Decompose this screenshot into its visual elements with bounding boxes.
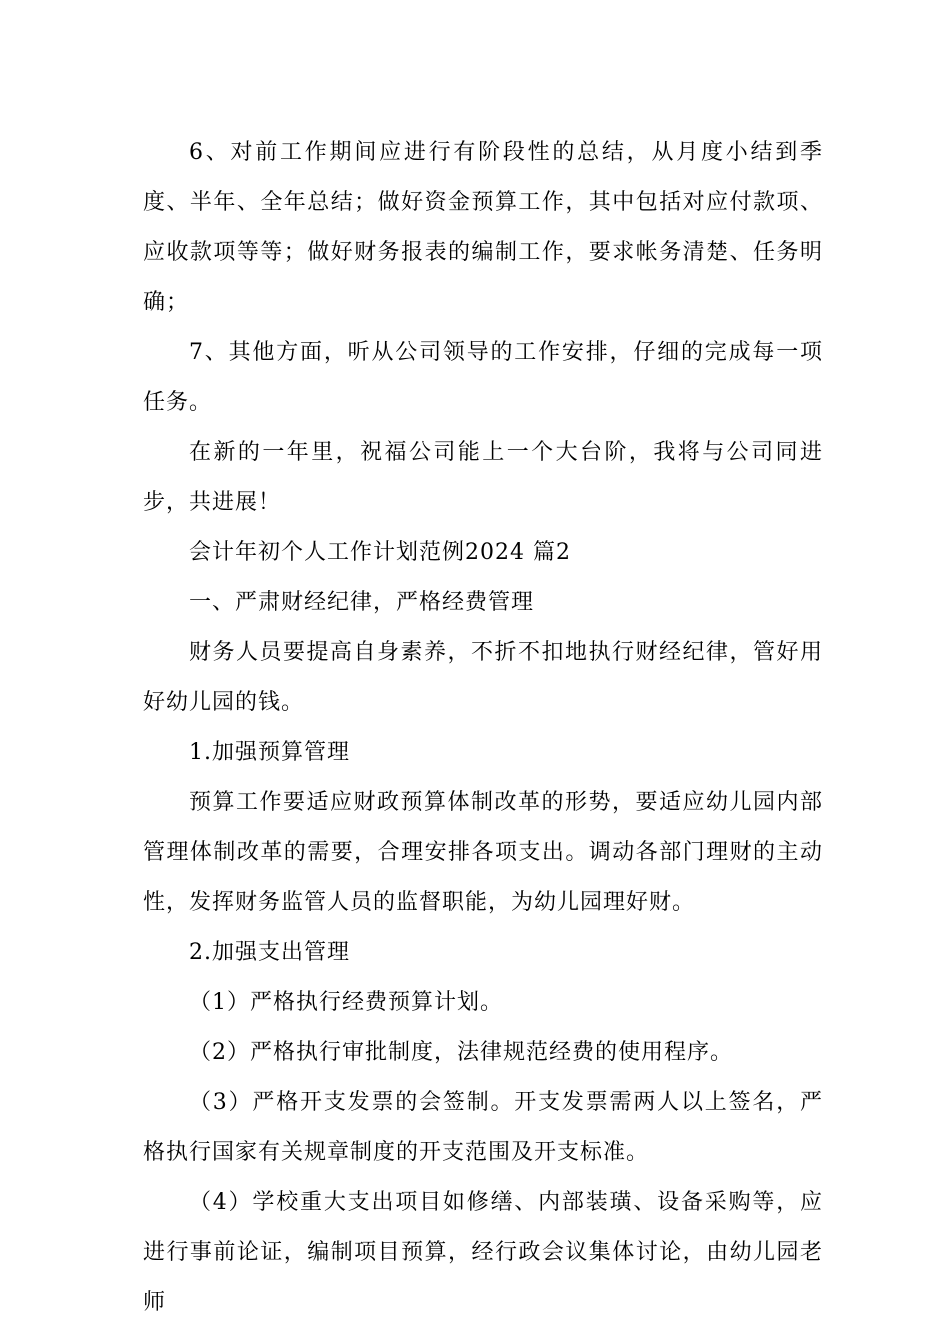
closing-paragraph: 在新的一年里，祝福公司能上一个大台阶，我将与公司同进步，共进展！ [143,440,823,515]
paragraph-discipline: 财务人员要提高自身素养，不折不扣地执行财经纪律，管好用好幼儿园的钱。 [143,640,823,715]
subheading-budget: 1.加强预算管理 [189,740,350,765]
list-item-4: （4）学校重大支出项目如修缮、内部装璜、设备采购等，应进行事前论证，编制项目预算，经行政会议集体讨论，由幼儿园老师 [143,1190,823,1315]
list-item-2: （2）严格执行审批制度，法律规范经费的使用程序。 [189,1040,733,1065]
paragraph-item-6: 6、对前工作期间应进行有阶段性的总结，从月度小结到季度、半年、全年总结；做好资金预算工作，其中包括对应付款项、应收款项等等；做好财务报表的编制工作，要求帐务清楚、任务明确； [143,140,823,315]
paragraph-budget: 预算工作要适应财政预算体制改革的形势，要适应幼儿园内部管理体制改革的需要，合理安排各项支出。调动各部门理财的主动性，发挥财务监管人员的监督职能，为幼儿园理好财。 [143,790,823,915]
subheading-expenditure: 2.加强支出管理 [189,940,350,965]
section-heading-1: 一、严肃财经纪律，严格经费管理 [189,590,535,615]
document-body [143,128,823,1328]
section-title: 会计年初个人工作计划范例2024 篇2 [189,540,571,565]
list-item-3: （3）严格开支发票的会签制。开支发票需两人以上签名，严格执行国家有关规章制度的开支范围及开支标准。 [143,1090,823,1165]
list-item-1: （1）严格执行经费预算计划。 [189,990,503,1015]
paragraph-item-7: 7、其他方面，听从公司领导的工作安排，仔细的完成每一项任务。 [143,340,823,415]
